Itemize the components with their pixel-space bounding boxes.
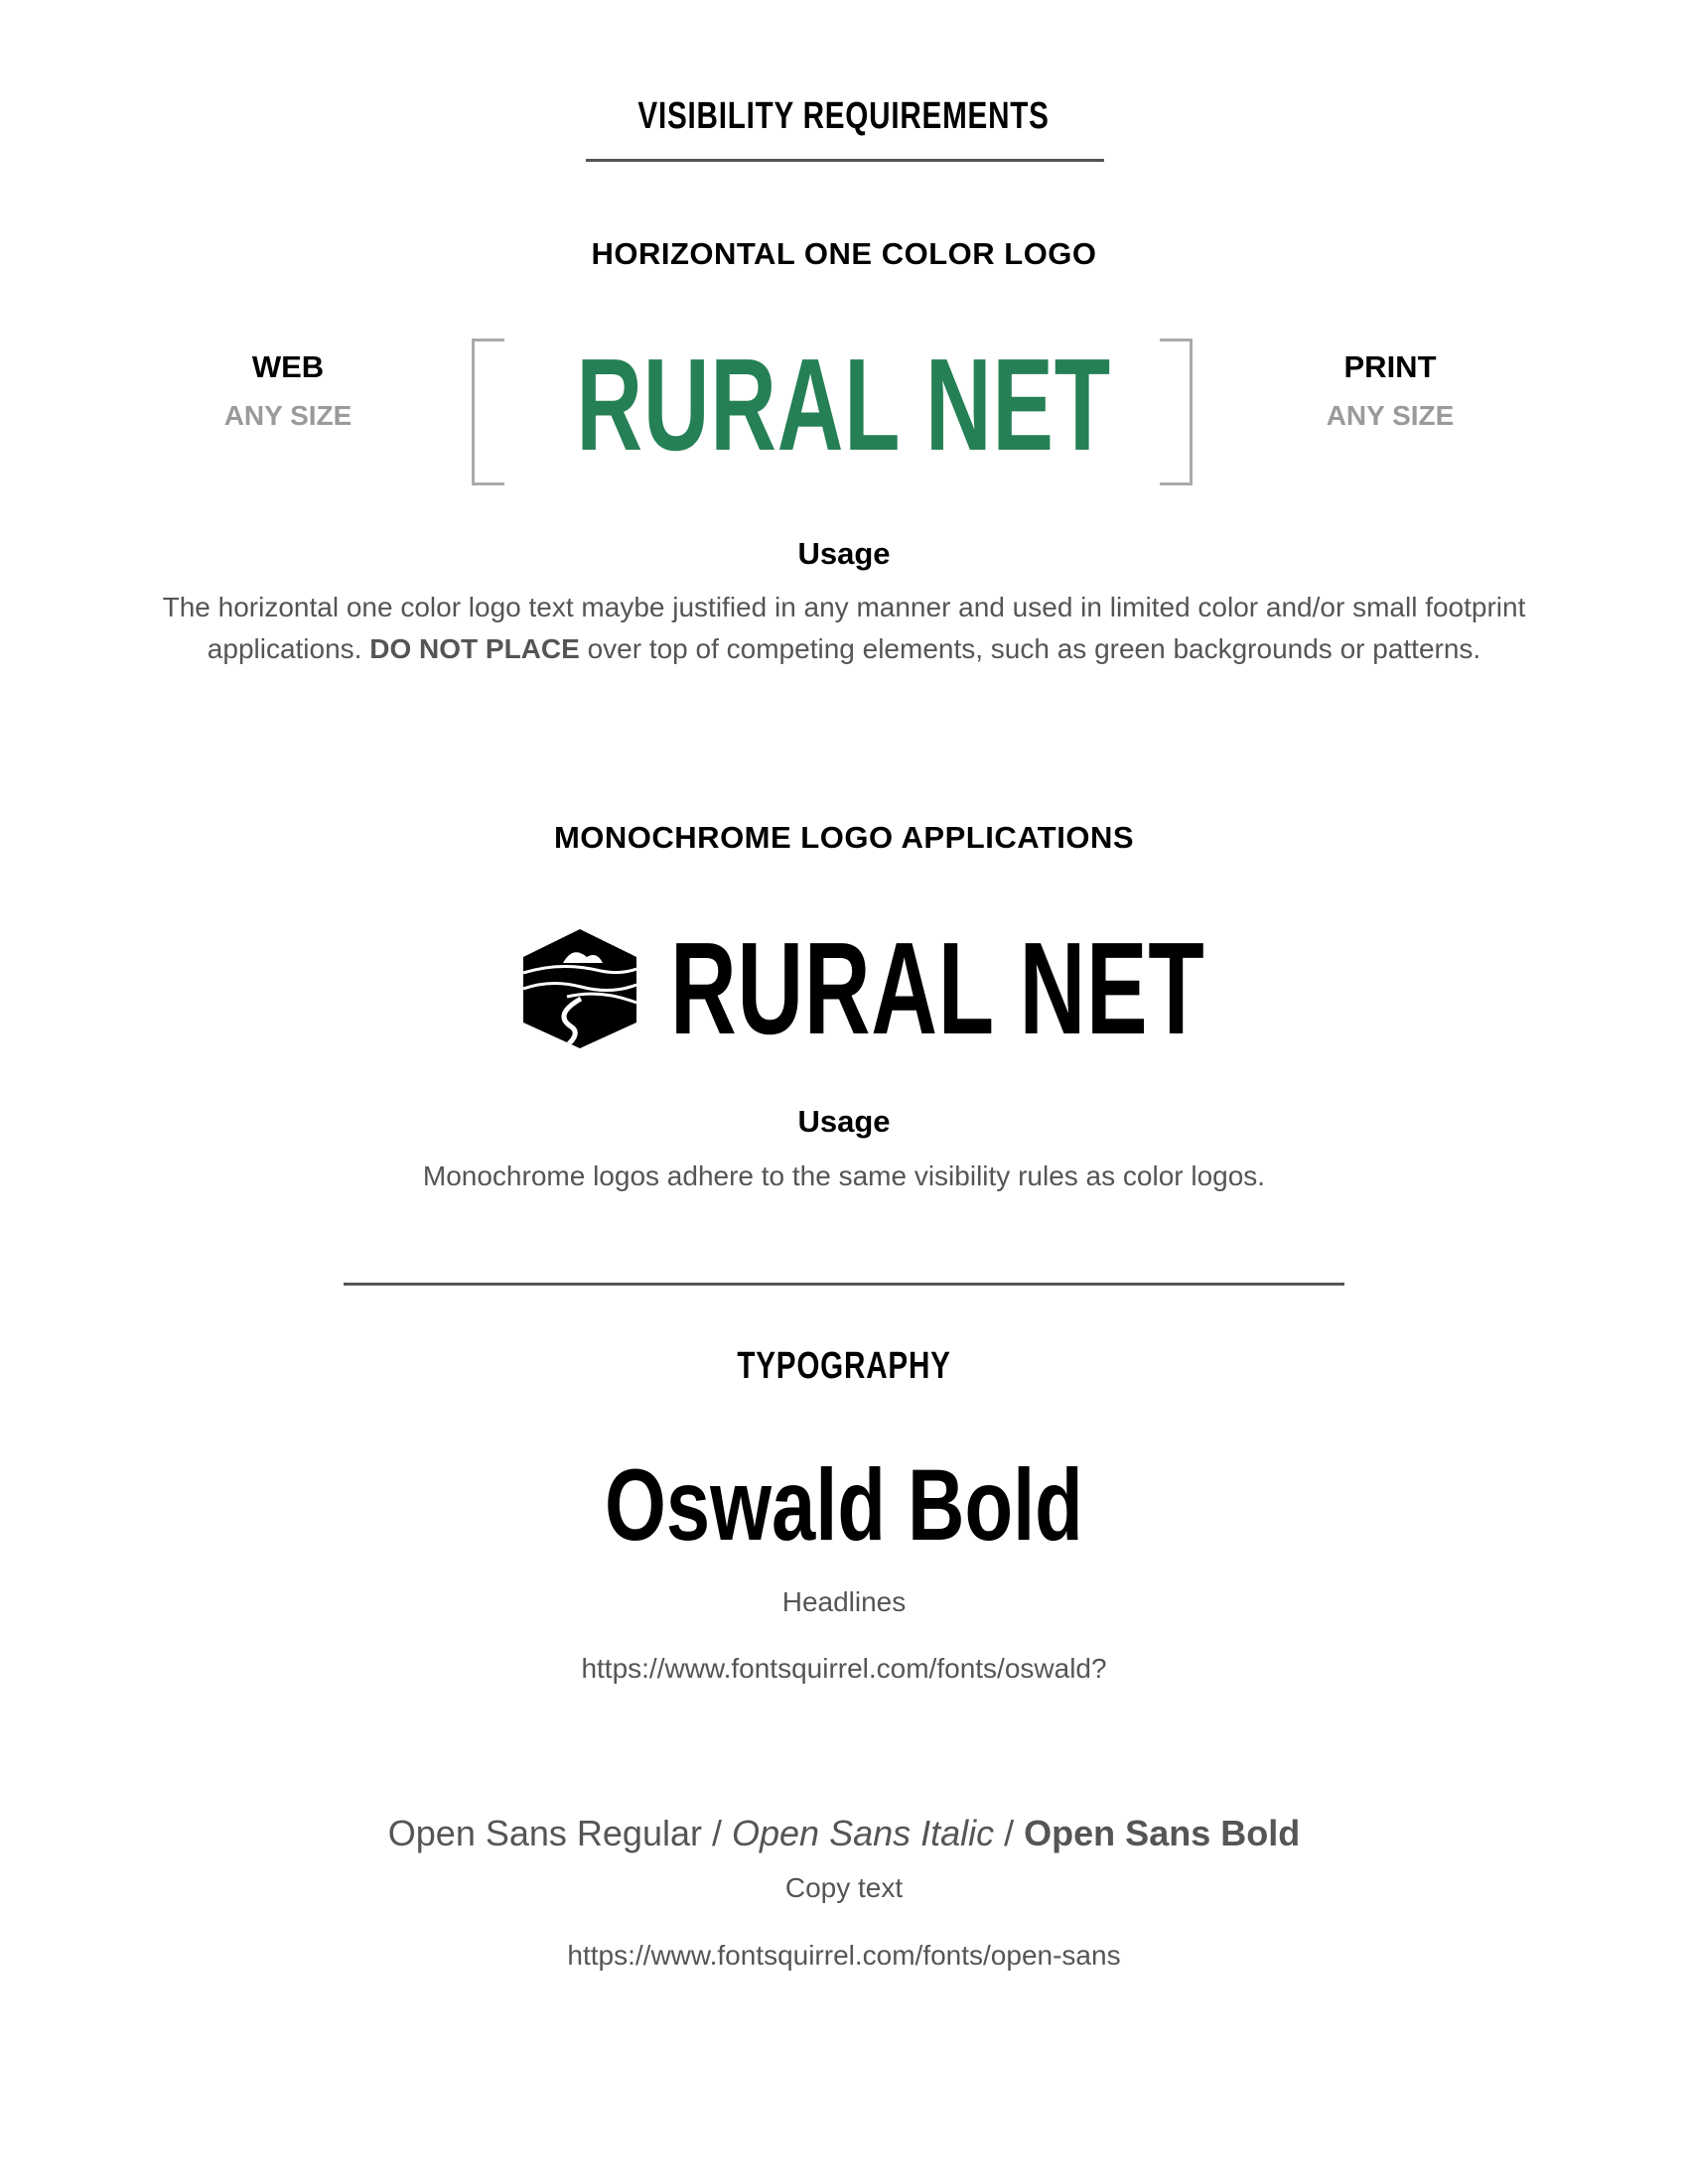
visibility-title: VISIBILITY REQUIREMENTS [637, 95, 1051, 137]
divider [344, 1283, 1344, 1286]
copy-font-url[interactable]: https://www.fontsquirrel.com/fonts/open-sans [567, 1940, 1121, 1971]
typography-title: TYPOGRAPHY [737, 1345, 951, 1387]
usage-text-part1: The horizontal one color logo text maybe justified in any manner and used in limited color and/or small footprint applications. [162, 592, 1526, 664]
web-label: WEB [251, 349, 325, 384]
horizontal-logo-heading: HORIZONTAL ONE COLOR LOGO [591, 236, 1097, 271]
headline-font-sample: Oswald Bold [605, 1448, 1083, 1562]
visibility-title-wrap [0, 95, 1688, 138]
headline-font-usage: Headlines [781, 1586, 907, 1617]
web-size-label: ANY SIZE [223, 400, 352, 431]
monochrome-logo [521, 915, 1205, 1061]
copy-font-regular: Open Sans Regular [387, 1813, 702, 1853]
usage-text: Monochrome logos adhere to the same visibility rules as color logos. [422, 1160, 1266, 1191]
copy-font-usage: Copy text [784, 1872, 904, 1903]
monochrome-wordmark-wrap [670, 915, 1205, 1061]
green-wordmark-logo: RURAL NET [576, 332, 1112, 478]
divider [586, 159, 1104, 162]
usage-text-part2: over top of competing elements, such as green backgrounds or patterns. [579, 633, 1481, 664]
copy-font-bold: Open Sans Bold [1024, 1813, 1301, 1853]
monochrome-heading: MONOCHROME LOGO APPLICATIONS [553, 820, 1135, 855]
hexagon-landscape-icon [521, 927, 638, 1050]
print-size-label: ANY SIZE [1326, 400, 1455, 431]
usage-text [149, 587, 1539, 670]
monochrome-wordmark: RURAL NET [670, 915, 1205, 1061]
typography-title-wrap [0, 1345, 1688, 1388]
usage-heading: Usage [797, 1104, 891, 1139]
separator: / [994, 1813, 1025, 1853]
separator: / [701, 1813, 732, 1853]
usage-heading: Usage [797, 536, 891, 571]
copy-font-italic: Open Sans Italic [732, 1813, 995, 1853]
print-label: PRINT [1343, 349, 1437, 384]
usage-warning: DO NOT PLACE [369, 633, 580, 664]
headline-font-sample-wrap [0, 1448, 1688, 1562]
headline-font-url[interactable]: https://www.fontsquirrel.com/fonts/oswald? [581, 1653, 1107, 1684]
copy-font-samples [0, 1813, 1688, 1854]
